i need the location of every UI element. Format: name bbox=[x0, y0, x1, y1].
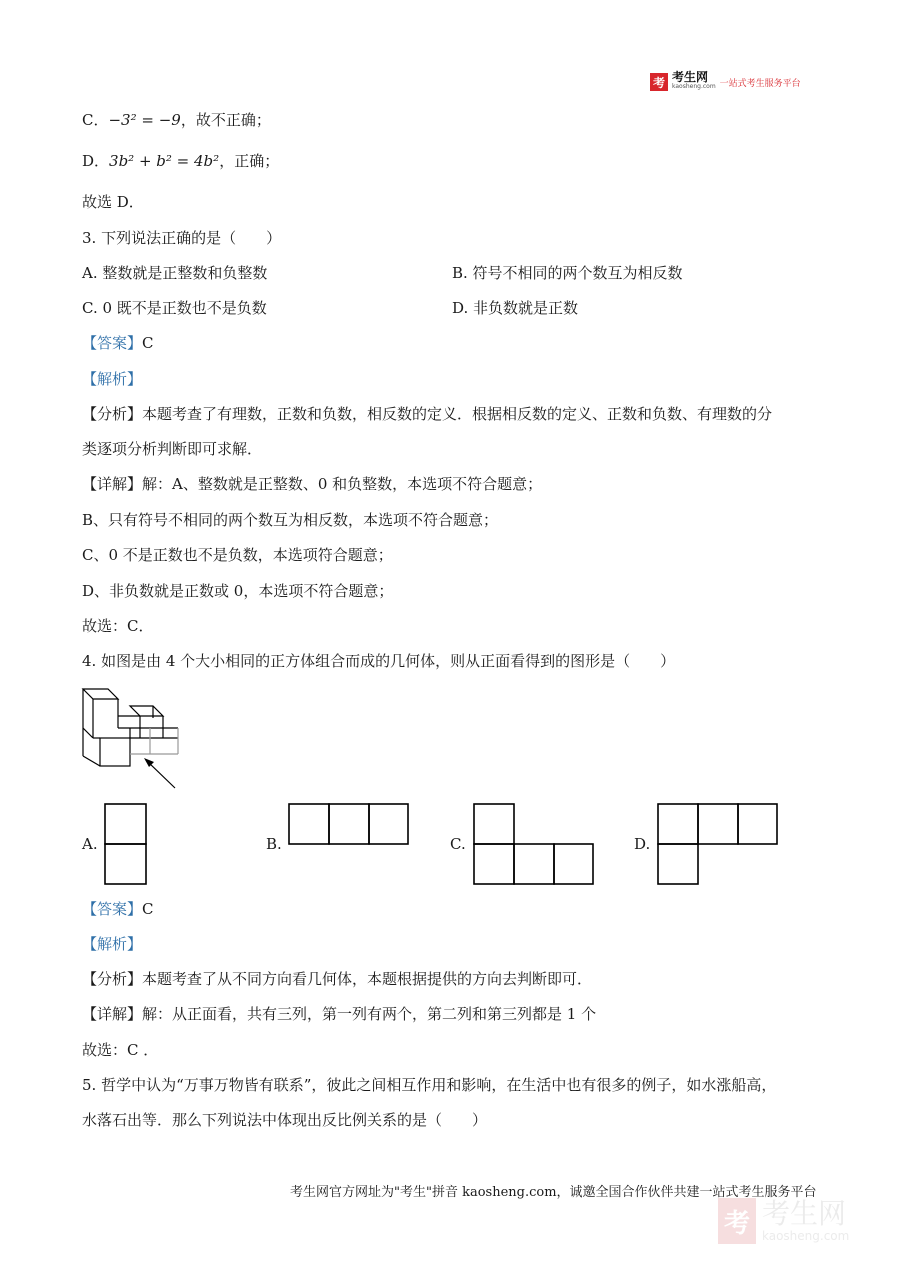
q4-option-a-figure bbox=[104, 803, 148, 886]
q3-fenxi-text: 本题考查了有理数，正数和负数，相反数的定义．根据相反数的定义、正数和负数、有理数的分 bbox=[142, 405, 773, 423]
q4-option-a-label: A. bbox=[82, 835, 98, 853]
q4-stem: 4. 如图是由 4 个大小相同的正方体组合而成的几何体，则从正面看得到的图形是（ ） bbox=[82, 652, 676, 670]
q5-stem-1: 5. 哲学中认为“万事万物皆有联系”，彼此之间相互作用和影响，在生活中也有很多的例子，如水涨船高， bbox=[82, 1076, 777, 1094]
watermark bbox=[718, 1198, 849, 1244]
q4-option-b-label: B. bbox=[266, 835, 282, 853]
prev-conclusion: 故选 D． bbox=[82, 193, 144, 211]
prev-c-suffix: ，故不正确； bbox=[180, 111, 271, 129]
q3-fenxi-1 bbox=[82, 404, 772, 424]
q3-option-b: B. 符号不相同的两个数互为相反数 bbox=[452, 264, 683, 282]
q4-answer-value: C bbox=[142, 900, 154, 918]
prev-c-prefix: C． bbox=[82, 111, 109, 129]
q4-option-b-figure bbox=[288, 803, 410, 845]
q4-detail-tag: 【详解】 bbox=[82, 1005, 143, 1023]
q4-fenxi-tag: 【分析】 bbox=[82, 970, 143, 988]
footer-text: 考生网官方网址为"考生"拼音 kaosheng.com，诚邀全国合作伙伴共建一站式考生服务平台 bbox=[290, 1185, 817, 1200]
q4-answer bbox=[82, 899, 154, 919]
logo-cn: 考生网 bbox=[672, 70, 709, 84]
q4-option-d-figure bbox=[657, 803, 779, 886]
watermark-mark: 考 bbox=[718, 1198, 756, 1244]
q3-detail-tag: 【详解】 bbox=[82, 475, 143, 493]
q4-detail bbox=[82, 1004, 596, 1024]
prev-option-c bbox=[82, 110, 271, 130]
prev-option-d bbox=[82, 151, 279, 171]
watermark-text bbox=[762, 1199, 849, 1243]
q3-conclusion: 故选：C． bbox=[82, 617, 154, 635]
q4-detail-text: 解：从正面看，共有三列，第一列有两个，第二列和第三列都是 1 个 bbox=[142, 1005, 597, 1023]
q3-detail-1 bbox=[82, 474, 542, 494]
q3-option-c: C. 0 既不是正数也不是负数 bbox=[82, 299, 267, 317]
q3-detail-2: B、只有符号不相同的两个数互为相反数，本选项不符合题意； bbox=[82, 511, 499, 529]
q3-detail-text: 解：A、整数就是正整数、0 和负整数，本选项不符合题意； bbox=[142, 475, 543, 493]
q3-fenxi-2: 类逐项分析判断即可求解． bbox=[82, 440, 263, 458]
q4-analysis-tag: 【解析】 bbox=[82, 935, 143, 953]
prev-d-prefix: D． bbox=[82, 152, 110, 170]
q3-fenxi-tag: 【分析】 bbox=[82, 405, 143, 423]
q4-answer-tag: 【答案】 bbox=[82, 900, 143, 918]
logo-slogan: 一站式考生服务平台 bbox=[719, 78, 801, 89]
q4-conclusion: 故选：C ． bbox=[82, 1041, 159, 1059]
logo-mark: 考 bbox=[650, 73, 668, 91]
q3-answer-tag: 【答案】 bbox=[82, 334, 143, 352]
q3-answer-value: C bbox=[142, 334, 154, 352]
q3-detail-3: C、0 不是正数也不是负数，本选项符合题意； bbox=[82, 546, 393, 564]
logo-text bbox=[672, 72, 716, 92]
q4-fenxi-text: 本题考查了从不同方向看几何体，本题根据提供的方向去判断即可． bbox=[142, 970, 593, 988]
prev-d-suffix: ，正确； bbox=[219, 152, 280, 170]
header-logo bbox=[650, 72, 801, 92]
watermark-cn: 考生网 bbox=[762, 1197, 847, 1230]
q4-option-d-label: D. bbox=[634, 835, 651, 853]
q3-stem: 3. 下列说法正确的是（ ） bbox=[82, 229, 282, 247]
watermark-en: kaosheng.com bbox=[762, 1229, 850, 1243]
cube-figure bbox=[78, 684, 188, 794]
q3-detail-4: D、非负数就是正数或 0，本选项不符合题意； bbox=[82, 582, 394, 600]
prev-d-math: 3b² + b² = 4b² bbox=[109, 152, 220, 170]
q3-option-d: D. 非负数就是正数 bbox=[452, 299, 579, 317]
q4-fenxi bbox=[82, 969, 592, 989]
q4-option-c-figure bbox=[473, 803, 595, 886]
q3-option-a: A. 整数就是正整数和负整数 bbox=[82, 264, 268, 282]
q4-option-c-label: C. bbox=[450, 835, 466, 853]
logo-en: kaosheng.com bbox=[672, 83, 716, 90]
q3-analysis-tag: 【解析】 bbox=[82, 370, 143, 388]
q3-answer bbox=[82, 333, 154, 353]
q5-stem-2: 水落石出等．那么下列说法中体现出反比例关系的是（ ） bbox=[82, 1111, 488, 1129]
prev-c-math: −3² = −9 bbox=[108, 111, 181, 129]
